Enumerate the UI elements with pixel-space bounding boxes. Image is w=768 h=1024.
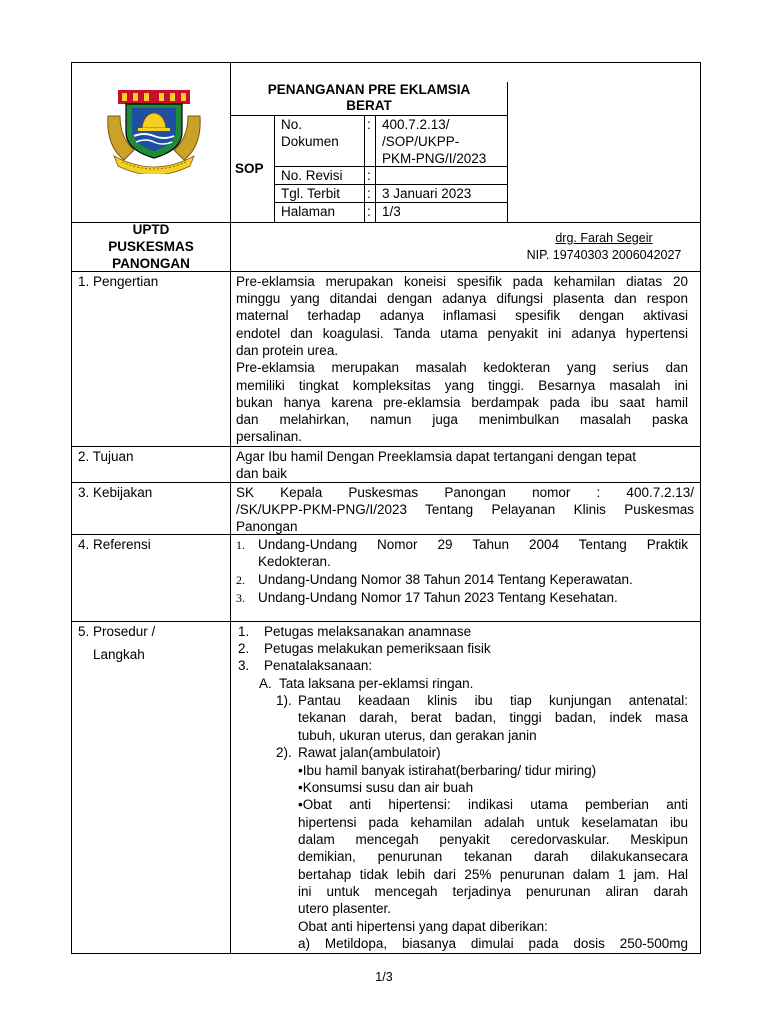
- text-line: Pantau keadaan klinis ibu tiap kunjungan antenatal:: [298, 693, 688, 708]
- text-line: Pre-eklamsia merupakan masalah kedokteran yang serius dan: [236, 360, 688, 375]
- text-line: dan melahirkan, namun juga menimbulkan masalah paska: [236, 412, 688, 427]
- list-number: 2.: [236, 573, 245, 587]
- text-line: hipertensi pada kehamilan adalah untuk keselamatan ibu: [298, 815, 688, 830]
- text-line: Obat anti hipertensi yang dapat diberikan:: [298, 919, 548, 934]
- text-line: minggu yang ditandai dengan adanya difungsi plasenta dan respon: [236, 291, 688, 306]
- section-label-langkah: Langkah: [93, 647, 145, 662]
- text-line: demikian, penurunan tekanan darah dilakukansecara: [298, 849, 688, 864]
- sop-label: SOP: [235, 161, 264, 176]
- text-line: Pre-eklamsia merupakan koneisi spesifik pada kehamilan diatas 20: [236, 274, 688, 289]
- sub-heading-a: A. Tata laksana per-eklamsi ringan.: [259, 676, 474, 691]
- step-text: Petugas melakukan pemeriksaan fisik: [264, 641, 491, 656]
- text-line: dalam mencegah penyakit ceredorvaskular. Meskipun: [298, 832, 688, 847]
- section-label-prosedur: 5. Prosedur /: [78, 624, 156, 639]
- meta-label-halaman: Halaman: [281, 204, 336, 219]
- signer-name: drg. Farah Segeir: [555, 231, 653, 245]
- item-number: 1).: [276, 693, 292, 708]
- list-number: 3.: [236, 591, 245, 605]
- text-line: Agar Ibu hamil Dengan Preeklamsia dapat tertangani dengan tepat: [236, 449, 637, 464]
- list-item-text: Undang-Undang Nomor 38 Tahun 2014 Tentang Keperawatan.: [258, 572, 633, 587]
- document-title-line1: PENANGANAN PRE EKLAMSIA: [267, 82, 471, 97]
- meta-value-tgl-terbit: 3 Januari 2023: [382, 186, 472, 201]
- section-label-tujuan: 2. Tujuan: [78, 449, 134, 464]
- meta-colon: :: [367, 168, 371, 183]
- meta-colon: :: [367, 204, 371, 219]
- text-line: bukan hanya karena pre-eklamsia berdampak pada ibu saat hamil: [236, 395, 688, 410]
- text-line: /SK/UKPP-PKM-PNG/I/2023 Tentang Pelayanan Klinis Puskesmas: [236, 502, 694, 517]
- section-label-kebijakan: 3. Kebijakan: [78, 485, 153, 500]
- text-line: SK Kepala Puskesmas Panongan nomor : 400.7.2.13/: [236, 485, 694, 500]
- text-line: dan baik: [236, 466, 288, 481]
- text-line: a) Metildopa, biasanya dimulai pada dosis 250-500mg: [298, 936, 688, 951]
- meta-label-tgl-terbit: Tgl. Terbit: [281, 186, 341, 201]
- step-text: Penatalaksanaan:: [264, 658, 373, 673]
- text-line: ini untuk mencegah terjadinya penurunan aliran darah: [298, 884, 688, 899]
- list-item-text: Undang-Undang Nomor 29 Tahun 2004 Tentang Praktik: [258, 537, 688, 552]
- list-item-text: Kedokteran.: [258, 554, 331, 569]
- text-line: tubuh, ukuran uterus, dan gerakan janin: [298, 728, 537, 743]
- meta-value-no-dokumen-2: /SOP/UKPP-: [382, 134, 460, 149]
- text-line: persalinan.: [236, 429, 303, 444]
- text-line: •Obat anti hipertensi: indikasi utama pemberian anti: [298, 797, 688, 812]
- list-number: 1.: [236, 538, 245, 552]
- step-number: 2.: [238, 641, 250, 656]
- meta-label-no-revisi: No. Revisi: [281, 168, 343, 183]
- org-name-line2: PUSKESMAS: [108, 239, 194, 254]
- meta-label-no-dokumen-2: Dokumen: [281, 134, 339, 149]
- step-number: 1.: [238, 624, 250, 639]
- meta-value-halaman: 1/3: [382, 204, 401, 219]
- document-title-line2: BERAT: [346, 98, 392, 113]
- text-line: utero plasenter.: [298, 901, 392, 916]
- text-line: endotel dan koagulasi. Tanda utama penyakit ini adanya hypertensi: [236, 326, 688, 341]
- meta-value-no-dokumen-1: 400.7.2.13/: [382, 117, 450, 132]
- page-number: 1/3: [375, 970, 393, 984]
- org-name-line1: UPTD: [132, 222, 170, 237]
- text-line: memiliki tingkat kompleksitas yang tinggi. Besarnya masalah ini: [236, 378, 688, 393]
- item-title: Rawat jalan(ambulatoir): [298, 745, 441, 760]
- step-number: 3.: [238, 658, 250, 673]
- text-line: Panongan: [236, 519, 298, 534]
- meta-colon: :: [367, 186, 371, 201]
- org-name-line3: PANONGAN: [112, 256, 190, 271]
- step-text: Petugas melaksanakan anamnase: [264, 624, 472, 639]
- text-line: bertahap tidak lebih dari 25% penurunan dalam 1 jam. Hal: [298, 867, 688, 882]
- bullet-line: •Konsumsi susu dan air buah: [298, 780, 474, 795]
- text-line: dan protein urea.: [236, 343, 339, 358]
- text-line: maternal terhadap adanya inflamasi spesifik dengan aktivasi: [236, 308, 688, 323]
- kabupaten-logo-emblem: [104, 86, 204, 174]
- signer-nip: NIP. 19740303 2006042027: [526, 248, 682, 262]
- section-label-referensi: 4. Referensi: [78, 537, 151, 552]
- list-item-text: Undang-Undang Nomor 17 Tahun 2023 Tentang Kesehatan.: [258, 590, 618, 605]
- section-label-pengertian: 1. Pengertian: [78, 274, 159, 289]
- meta-colon: :: [367, 117, 371, 132]
- text-line: tekanan darah, berat badan, tinggi badan, indek masa: [298, 710, 688, 725]
- bullet-line: •Ibu hamil banyak istirahat(berbaring/ tidur miring): [298, 763, 597, 778]
- item-number: 2).: [276, 745, 292, 760]
- meta-value-no-dokumen-3: PKM-PNG/I/2023: [382, 151, 487, 166]
- meta-label-no-dokumen-1: No.: [281, 117, 303, 132]
